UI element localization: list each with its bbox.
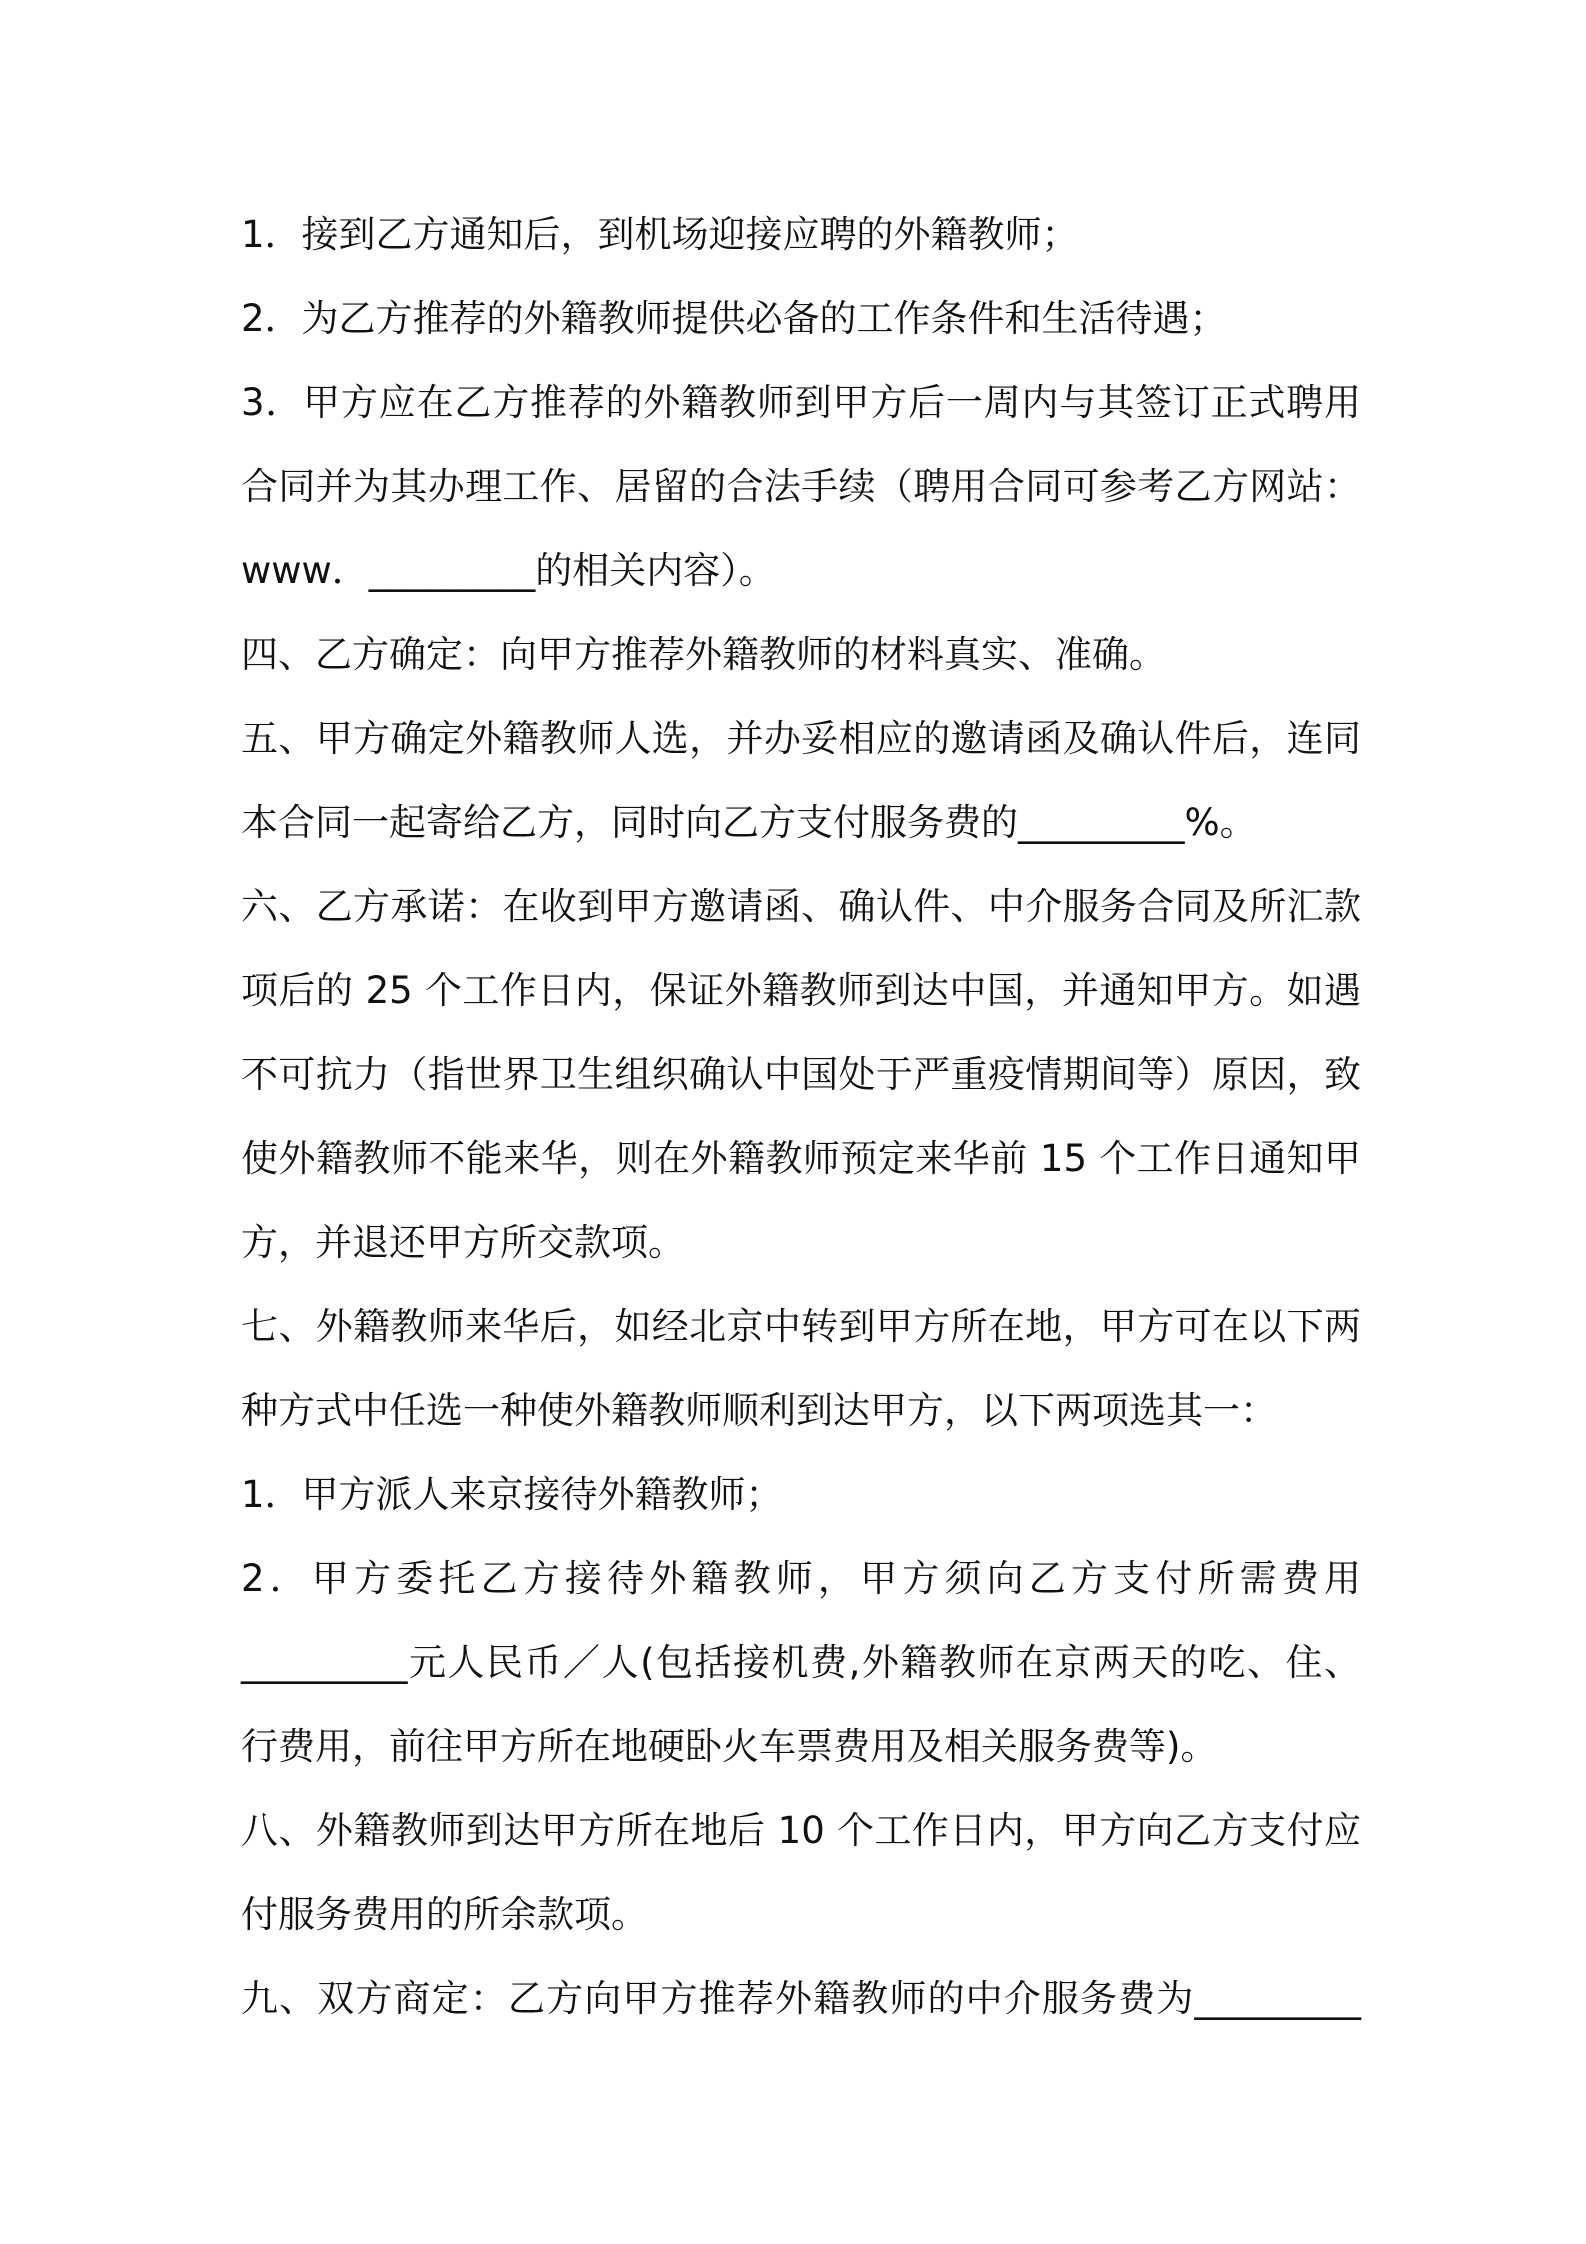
document-body xyxy=(241,193,1361,2041)
text-line: 合同并为其办理工作、居留的合法手续（聘用合同可参考乙方网站： xyxy=(241,465,1361,508)
text-line: 五、甲方确定外籍教师人选，并办妥相应的邀请函及确认件后，连同 xyxy=(241,717,1361,760)
text-line: 本合同一起寄给乙方，同时向乙方支付服务费的_________%。 xyxy=(241,801,1257,844)
text-line: 2．甲方委托乙方接待外籍教师，甲方须向乙方支付所需费用 xyxy=(241,1557,1361,1600)
text-line: 3．甲方应在乙方推荐的外籍教师到甲方后一周内与其签订正式聘用 xyxy=(241,381,1361,424)
text-line: 种方式中任选一种使外籍教师顺利到达甲方，以下两项选其一： xyxy=(241,1389,1277,1432)
text-line: 行费用，前往甲方所在地硬卧火车票费用及相关服务费等)。 xyxy=(241,1725,1218,1768)
text-line: 付服务费用的所余款项。 xyxy=(241,1893,648,1936)
text-line: _________元人民币／人(包括接机费,外籍教师在京两天的吃、住、 xyxy=(241,1641,1361,1684)
text-line: www．_________的相关内容）。 xyxy=(241,549,776,592)
text-line: 方，并退还甲方所交款项。 xyxy=(241,1221,685,1264)
text-line: 四、乙方确定：向甲方推荐外籍教师的材料真实、准确。 xyxy=(241,633,1166,676)
text-line: 1．接到乙方通知后，到机场迎接应聘的外籍教师； xyxy=(241,213,1079,256)
text-line: 1．甲方派人来京接待外籍教师； xyxy=(241,1473,783,1516)
text-line: 八、外籍教师到达甲方所在地后 10 个工作日内，甲方向乙方支付应 xyxy=(241,1809,1361,1852)
text-line: 使外籍教师不能来华，则在外籍教师预定来华前 15 个工作日通知甲 xyxy=(241,1137,1361,1180)
text-line: 不可抗力（指世界卫生组织确认中国处于严重疫情期间等）原因，致 xyxy=(241,1053,1361,1096)
text-line: 七、外籍教师来华后，如经北京中转到甲方所在地，甲方可在以下两 xyxy=(241,1305,1361,1348)
text-line: 项后的 25 个工作日内，保证外籍教师到达中国，并通知甲方。如遇 xyxy=(241,969,1361,1012)
text-line: 2．为乙方推荐的外籍教师提供必备的工作条件和生活待遇； xyxy=(241,297,1227,340)
text-line: 九、双方商定：乙方向甲方推荐外籍教师的中介服务费为_________ xyxy=(241,1977,1361,2020)
text-line: 六、乙方承诺：在收到甲方邀请函、确认件、中介服务合同及所汇款 xyxy=(241,885,1361,928)
